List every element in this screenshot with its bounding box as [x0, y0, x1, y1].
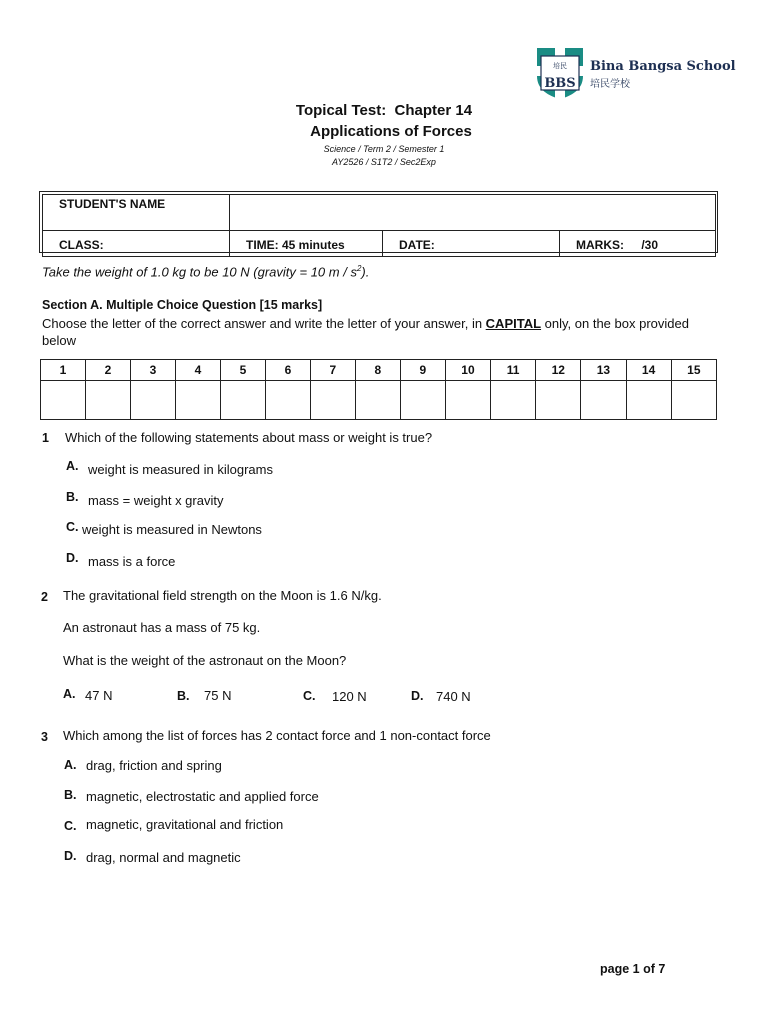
answer-grid-number: 12: [536, 360, 581, 381]
answer-grid-number: 5: [220, 360, 265, 381]
answer-grid: [40, 359, 717, 420]
option-letter[interactable]: C.: [303, 689, 316, 703]
student-name-label: STUDENT'S NAME: [43, 195, 230, 231]
answer-grid-number: 11: [491, 360, 536, 381]
section-title: Section A. Multiple Choice Question [15 marks]: [42, 298, 323, 312]
capital-emphasis: CAPITAL: [485, 316, 542, 331]
answer-box[interactable]: [491, 381, 536, 420]
date-label[interactable]: DATE:: [383, 231, 560, 257]
option-text: 740 N: [436, 689, 471, 704]
school-chinese-name: 培民学校: [590, 79, 630, 90]
question-text: The gravitational field strength on the Moon is 1.6 N/kg.: [63, 588, 382, 603]
subject-info: Science / Term 2 / Semester 1: [323, 144, 445, 154]
option-text: mass is a force: [88, 554, 176, 569]
answer-grid-number: 8: [355, 360, 400, 381]
answer-box[interactable]: [581, 381, 626, 420]
section-instructions: Choose the letter of the correct answer and write the letter of your answer, in CAPITAL only, on the box provided below: [42, 316, 689, 348]
class-label[interactable]: CLASS:: [43, 231, 230, 257]
answer-grid-number: 10: [445, 360, 490, 381]
question-number: 3: [41, 730, 48, 744]
school-crest-icon: [535, 46, 585, 100]
answer-grid-number: 13: [581, 360, 626, 381]
option-letter[interactable]: A.: [66, 459, 79, 473]
option-letter[interactable]: A.: [64, 758, 77, 772]
answer-grid-number: 4: [175, 360, 220, 381]
gravity-note: Take the weight of 1.0 kg to be 10 N (gravity = 10 m / $s^2$).: [42, 264, 370, 280]
answer-box[interactable]: [626, 381, 671, 420]
option-letter[interactable]: A.: [63, 687, 76, 701]
answer-grid-number: 7: [310, 360, 355, 381]
answer-box[interactable]: [220, 381, 265, 420]
student-info-table: [42, 194, 716, 257]
question-text: Which of the following statements about mass or weight is true?: [65, 430, 433, 445]
answer-box[interactable]: [355, 381, 400, 420]
option-letter[interactable]: C.: [64, 819, 77, 833]
option-text: weight is measured in kilograms: [88, 462, 273, 477]
answer-box[interactable]: [536, 381, 581, 420]
option-letter[interactable]: B.: [64, 788, 77, 802]
option-letter[interactable]: B.: [177, 689, 190, 703]
school-name: Bina Bangsa School: [590, 59, 736, 74]
question-number: 1: [42, 431, 49, 445]
page-title: Topical Test: Chapter 14: [295, 102, 473, 119]
answer-box[interactable]: [85, 381, 130, 420]
option-text: drag, normal and magnetic: [86, 850, 241, 865]
option-text: weight is measured in Newtons: [82, 522, 262, 537]
option-text: magnetic, electrostatic and applied force: [86, 789, 319, 804]
question-text: Which among the list of forces has 2 contact force and 1 non-contact force: [63, 728, 491, 743]
option-text: magnetic, gravitational and friction: [86, 817, 284, 832]
crest-chinese-text: 培民: [553, 62, 567, 70]
answer-box[interactable]: [265, 381, 310, 420]
option-text: 47 N: [85, 688, 113, 703]
answer-box[interactable]: [400, 381, 445, 420]
answer-grid-number: 2: [85, 360, 130, 381]
question-number: 2: [41, 590, 48, 604]
page-number: page 1 of 7: [600, 962, 666, 976]
answer-grid-number: 14: [626, 360, 671, 381]
answer-box[interactable]: [310, 381, 355, 420]
answer-grid-number: 6: [265, 360, 310, 381]
option-text: mass = weight x gravity: [88, 493, 224, 508]
answer-grid-number: 1: [41, 360, 86, 381]
option-letter[interactable]: D.: [64, 849, 77, 863]
term-code: AY2526 / S1T2 / Sec2Exp: [332, 157, 436, 167]
option-text: drag, friction and spring: [86, 758, 222, 773]
page-subtitle: Applications of Forces: [310, 123, 472, 140]
crest-text: BBS: [544, 76, 576, 91]
marks-label: MARKS:: [576, 238, 624, 252]
time-label: TIME: 45 minutes: [230, 231, 383, 257]
answer-box[interactable]: [445, 381, 490, 420]
answer-box[interactable]: [130, 381, 175, 420]
student-name-field[interactable]: [230, 195, 716, 231]
answer-box[interactable]: [671, 381, 716, 420]
option-letter[interactable]: B.: [66, 490, 79, 504]
question-text: What is the weight of the astronaut on the Moon?: [63, 653, 347, 668]
option-text: 75 N: [204, 688, 232, 703]
option-letter[interactable]: D.: [411, 689, 424, 703]
note-superscript: 2: [356, 264, 362, 273]
option-letter[interactable]: D.: [66, 551, 79, 565]
answer-grid-number: 9: [400, 360, 445, 381]
option-text: 120 N: [332, 689, 367, 704]
marks-cell[interactable]: [560, 231, 716, 257]
answer-grid-number: 15: [671, 360, 716, 381]
option-letter[interactable]: C.: [66, 520, 79, 534]
answer-grid-number: 3: [130, 360, 175, 381]
answer-box[interactable]: [41, 381, 86, 420]
question-text: An astronaut has a mass of 75 kg.: [63, 620, 261, 635]
answer-box[interactable]: [175, 381, 220, 420]
marks-total: /30: [641, 238, 659, 252]
